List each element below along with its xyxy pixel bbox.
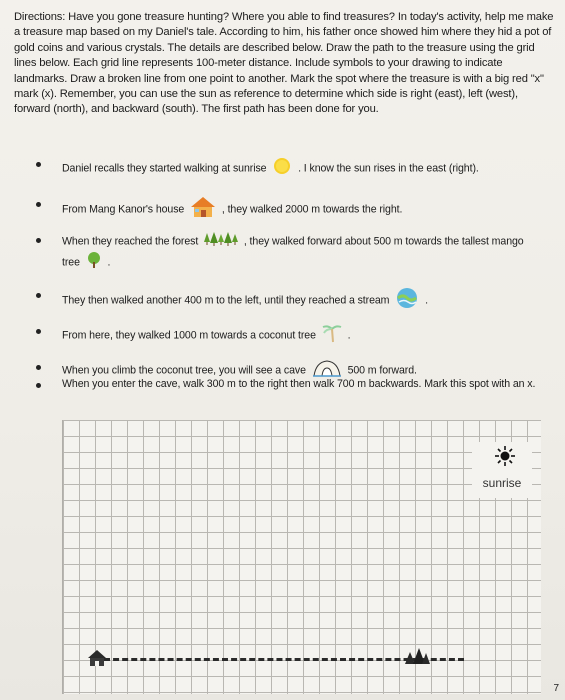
bullet-dot [36, 238, 41, 243]
bullet-text: When you enter the cave, walk 300 m to the right then walk 700 m backwards. Mark this spot with an x. [62, 378, 536, 390]
bullet-text-after: . [347, 329, 351, 342]
list-item [44, 287, 544, 314]
list-item [44, 377, 544, 392]
bullet-dot [36, 293, 41, 298]
grid-paper[interactable] [62, 420, 541, 694]
forest-icon [204, 232, 238, 251]
directions-text: Have you gone treasure hunting? Where you able to find treasures? In today's activity, help me make a treasure map based on my Daniel's tale. According to him, his father once showed him where they hid a pot of gold coins and various crystals. The details are described below. Draw the path to the treasure using the grid lines below. Each grid line represents 100-meter distance. Include symbols to your drawing to indicate landmarks. Draw a broken line from one point to another. Mark the spot where the treasure is with a big red "x" mark (x). Remember, you can use the sun as reference to determine which side is right (east), left (west), forward (north), and backward (south). The first path has been done for you. [14, 11, 554, 116]
bullet-text: They then walked another 400 m to the left, until they reached a stream [62, 294, 390, 307]
bullet-text: From here, they walked 1000 m towards a coconut tree [62, 329, 316, 342]
directions-paragraph [14, 10, 554, 118]
forest-sketch-icon [404, 648, 430, 673]
list-item [44, 323, 544, 348]
bullet-text-after: 500 m forward. [347, 364, 417, 377]
list-item [44, 156, 544, 181]
list-item [44, 196, 544, 223]
bullet-dot [36, 162, 41, 167]
bullet-text: From Mang Kanor's house [62, 203, 185, 216]
directions-lead: Directions: [14, 11, 66, 23]
bullet-text-after: , they walked forward about 500 m towards the tallest mango tree [62, 235, 524, 269]
sunrise-legend [472, 442, 532, 498]
sun-icon [495, 446, 515, 471]
bullet-text-after: . I know the sun rises in the east (right). [298, 162, 479, 175]
treasure-map-grid[interactable] [62, 420, 540, 694]
list-item [44, 232, 544, 274]
sun-icon [272, 156, 292, 181]
stream-icon [395, 287, 419, 314]
sunrise-label: sunrise [482, 476, 522, 490]
bullet-text: Daniel recalls they started walking at sunrise [62, 162, 267, 175]
bullet-text-after: . [425, 294, 428, 307]
bullet-dot [36, 365, 41, 370]
mango-tree-icon [86, 251, 102, 274]
bullet-dot [36, 329, 41, 334]
coconut-tree-icon [322, 323, 342, 348]
bullet-text: When they reached the forest [62, 235, 199, 248]
house-icon [190, 196, 216, 223]
bullet-text-after: , they walked 2000 m towards the right. [221, 203, 403, 216]
bullet-text-after2: . [107, 256, 111, 269]
page-number: 7 [553, 683, 559, 694]
house-sketch-icon [86, 648, 108, 673]
bullet-dot [36, 202, 41, 207]
bullet-text: When you climb the coconut tree, you will see a cave [62, 364, 306, 377]
bullet-dot [36, 383, 41, 388]
